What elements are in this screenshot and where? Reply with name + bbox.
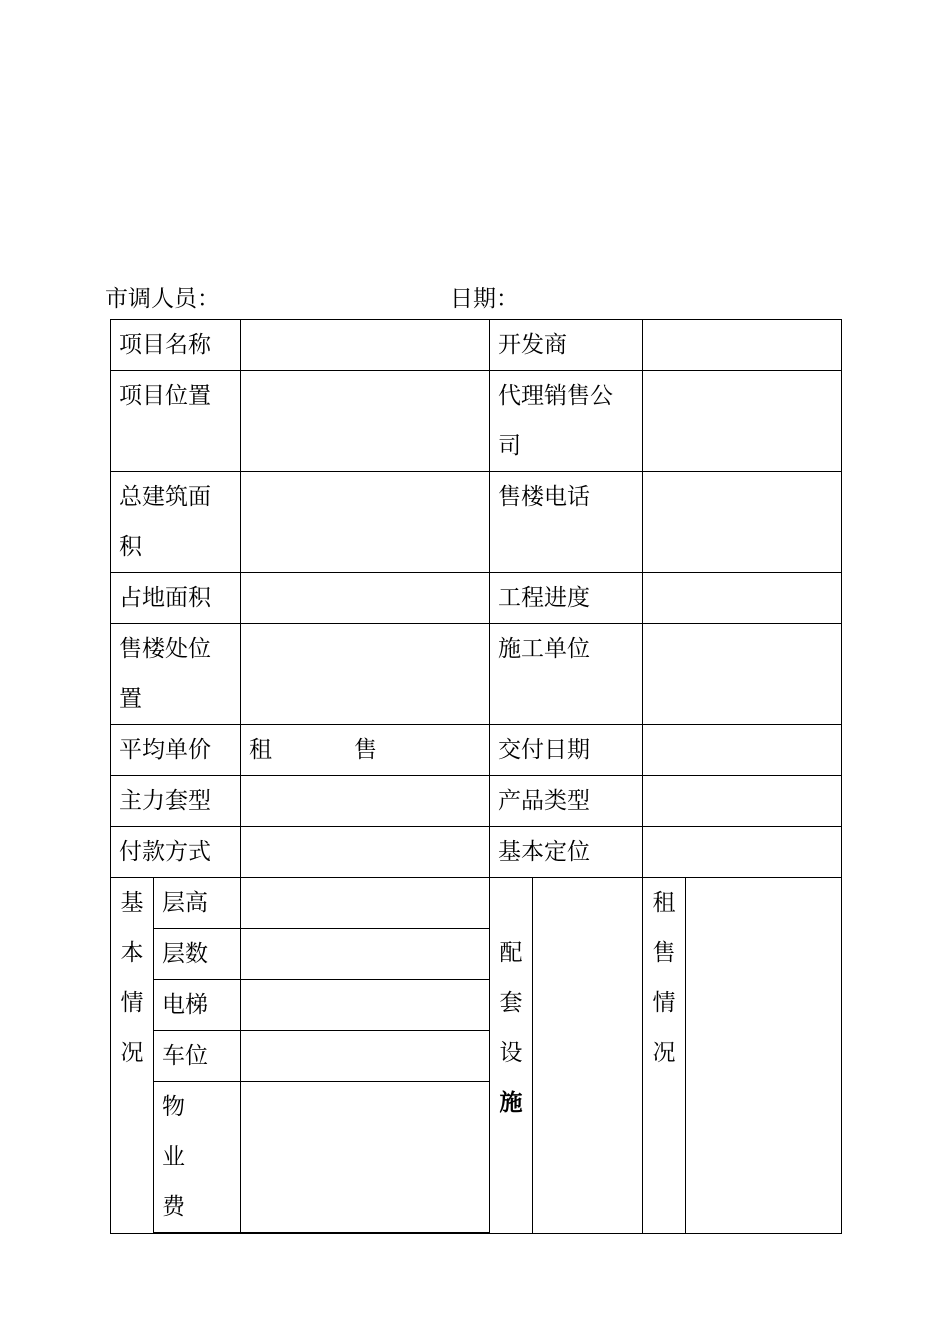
avg-unit-price-label: 平均单价 [111,725,241,776]
property-fee-text: 物业费 [162,1094,211,1220]
main-unit-type-label: 主力套型 [111,776,241,827]
form-header [105,280,845,312]
construction-progress-value[interactable] [643,573,842,624]
floor-height-value[interactable] [241,878,490,929]
basic-info-char: 况 [120,1040,144,1066]
property-fee-value[interactable] [241,1082,490,1233]
project-name-label: 项目名称 [111,320,241,371]
basic-info-char: 本 [120,940,144,966]
elevator-label: 电梯 [154,980,241,1031]
positioning-label: 基本定位 [490,827,643,878]
land-area-value[interactable] [241,573,490,624]
surveyor-label: 市调人员： [105,286,220,312]
contractor-value[interactable] [643,624,842,725]
rent-sale-char: 租 [652,890,676,916]
payment-method-label: 付款方式 [111,827,241,878]
contractor-label: 施工单位 [490,624,643,725]
rent-sale-char: 情 [652,990,676,1016]
project-name-value[interactable] [241,320,490,371]
positioning-value[interactable] [643,827,842,878]
basic-info-char: 基 [120,890,144,916]
agency-value[interactable] [643,371,842,472]
avg-unit-price-value[interactable] [241,725,490,776]
parking-value[interactable] [241,1031,490,1082]
project-location-value[interactable] [241,371,490,472]
date-label: 日期： [450,286,519,312]
developer-value[interactable] [643,320,842,371]
rent-sale-char: 售 [652,940,676,966]
sale-price-label: 售 [354,737,377,763]
payment-method-value[interactable] [241,827,490,878]
total-floor-area-label: 总建筑面积 [111,472,241,573]
floor-height-label: 层高 [154,878,241,929]
property-fee-label [154,1082,241,1233]
product-type-label: 产品类型 [490,776,643,827]
sales-office-location-value[interactable] [241,624,490,725]
rent-price-label: 租 [249,737,272,763]
floor-count-value[interactable] [241,929,490,980]
delivery-date-label: 交付日期 [490,725,643,776]
facilities-value[interactable] [533,878,643,1234]
construction-progress-label: 工程进度 [490,573,643,624]
sales-phone-label: 售楼电话 [490,472,643,573]
rent-sale-group-label [643,878,686,1234]
total-floor-area-value[interactable] [241,472,490,573]
rent-sale-char: 况 [652,1040,676,1066]
delivery-date-value[interactable] [643,725,842,776]
facilities-char: 配 [499,940,523,966]
agency-label: 代理销售公司 [490,371,643,472]
rent-sale-value[interactable] [686,878,842,1234]
survey-form-table [110,319,842,1234]
facilities-char: 套 [499,990,523,1016]
elevator-value[interactable] [241,980,490,1031]
facilities-char: 施 [499,1090,523,1116]
sales-office-location-label: 售楼处位置 [111,624,241,725]
facilities-char: 设 [499,1040,523,1066]
basic-info-char: 情 [120,990,144,1016]
basic-info-group-label [111,878,154,1234]
main-unit-type-value[interactable] [241,776,490,827]
product-type-value[interactable] [643,776,842,827]
project-location-label: 项目位置 [111,371,241,472]
facilities-group-label [490,878,533,1234]
parking-label: 车位 [154,1031,241,1082]
sales-phone-value[interactable] [643,472,842,573]
land-area-label: 占地面积 [111,573,241,624]
developer-label: 开发商 [490,320,643,371]
floor-count-label: 层数 [154,929,241,980]
